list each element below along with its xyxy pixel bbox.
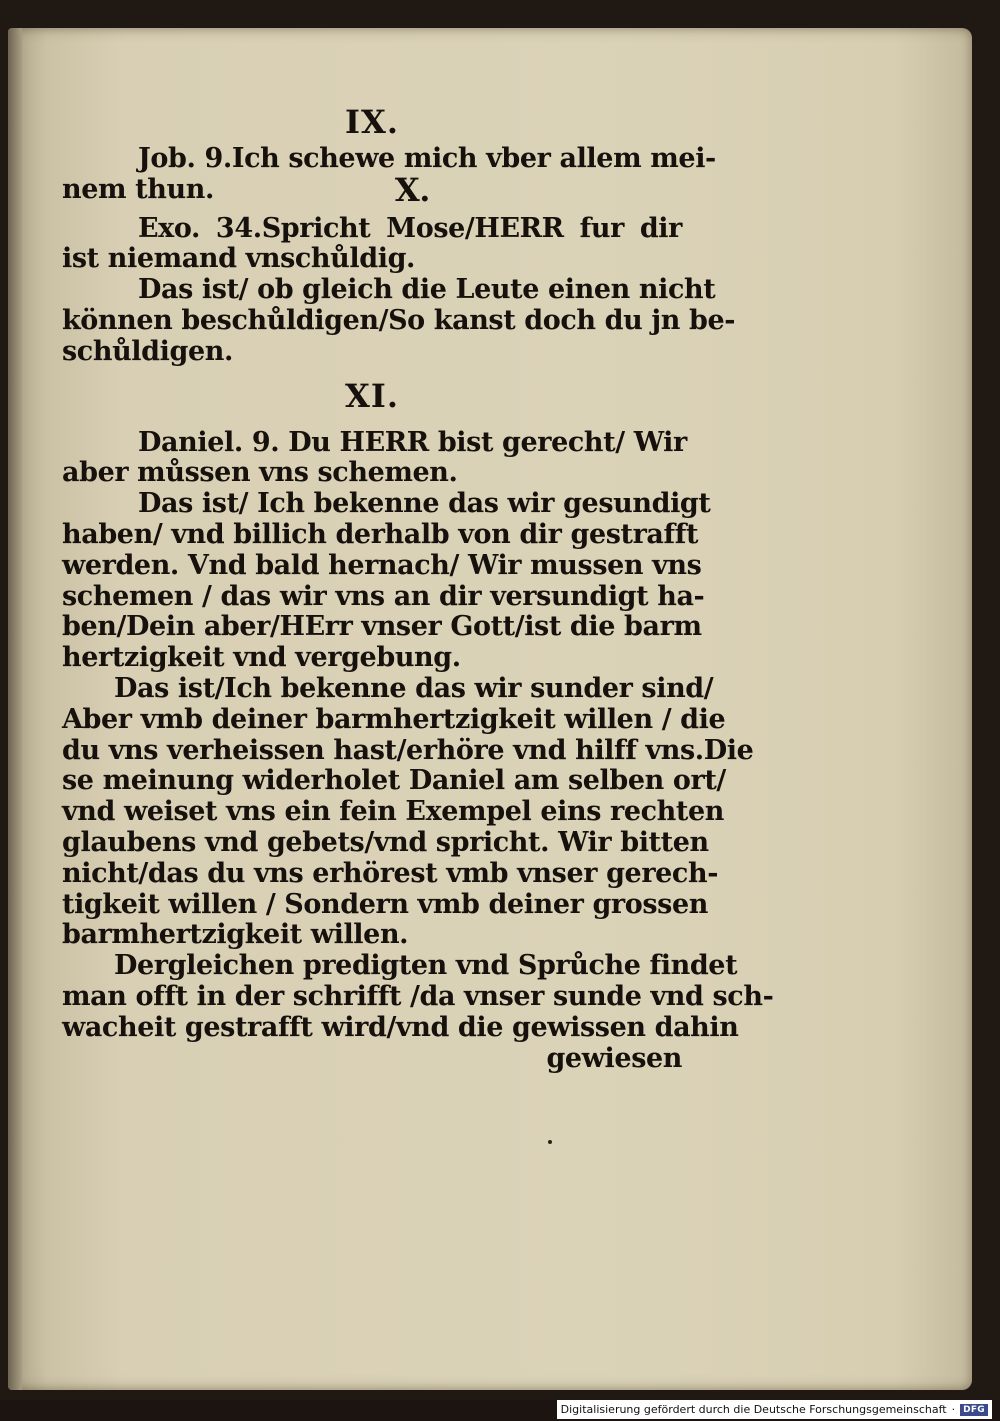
- text-line: Job. 9.Ich schewe mich vber allem mei-: [138, 143, 716, 174]
- text-line: du vns verheissen hast/erhöre vnd hilff vns.Die: [62, 734, 754, 766]
- text-line: man offt in der schrifft /da vnser sunde vnd sch-: [62, 980, 774, 1012]
- text-line: barmhertzigkeit willen.: [62, 919, 409, 951]
- text-line: Dergleichen predigten vnd Sprůche findet: [114, 950, 738, 982]
- text-line: Daniel. 9. Du HERR bist gerecht/ Wir: [138, 426, 687, 458]
- text-line: nicht/das du vns erhörest vmb vnser gerech-: [62, 857, 719, 889]
- text-line: haben/ vnd billich derhalb von dir gestrafft: [62, 518, 699, 550]
- text-line: können beschůldigen/So kanst doch du jn be-: [62, 304, 736, 336]
- ink-speck: [548, 1140, 552, 1144]
- text-line: se meinung widerholet Daniel am selben ort/: [62, 765, 726, 797]
- footer-credit: Digitalisierung gefördert durch die Deutsche Forschungsgemeinschaft: [560, 1403, 947, 1416]
- text-line-with-heading: [62, 170, 682, 209]
- page-gutter: [8, 28, 22, 1390]
- text-line: Exo. 34.Spricht Mose/HERR fur dir: [138, 212, 682, 244]
- text-line: werden. Vnd bald hernach/ Wir mussen vns: [62, 549, 702, 581]
- text-line: glaubens vnd gebets/vnd spricht. Wir bitten: [62, 826, 709, 858]
- footer-separator: ·: [951, 1403, 956, 1416]
- dfg-logo: DFG: [960, 1404, 988, 1416]
- catchword: gewiesen: [546, 1042, 682, 1074]
- text-line: vnd weiset vns ein fein Exempel eins rechten: [62, 796, 724, 828]
- text-line: aber můssen vns schemen.: [62, 457, 458, 489]
- digitization-footer: [557, 1400, 992, 1419]
- text-line: hertzigkeit vnd vergebung.: [62, 642, 461, 674]
- text-line: Das ist/ ob gleich die Leute einen nicht: [138, 274, 716, 306]
- text-line: ist niemand vnschůldig.: [62, 243, 416, 275]
- text-line: tigkeit willen / Sondern vmb deiner grossen: [62, 888, 708, 920]
- text-line: wacheit gestrafft wird/vnd die gewissen dahin: [62, 1011, 739, 1043]
- text-line: schůldigen.: [62, 335, 233, 367]
- section-heading-xi: XI.: [345, 376, 399, 415]
- section-heading-x: X.: [394, 170, 430, 209]
- text-line: Das ist/ Ich bekenne das wir gesundigt: [138, 488, 711, 520]
- section-heading-ix: IX.: [345, 103, 399, 141]
- text-line: Das ist/Ich bekenne das wir sunder sind/: [114, 672, 714, 704]
- text-line: Aber vmb deiner barmhertzigkeit willen / die: [62, 703, 726, 735]
- text-line: nem thun.: [62, 173, 214, 205]
- text-line: schemen / das wir vns an dir versundigt ha-: [62, 580, 705, 612]
- text-line: ben/Dein aber/HErr vnser Gott/ist die barm: [62, 611, 702, 643]
- page-text: [62, 100, 774, 1074]
